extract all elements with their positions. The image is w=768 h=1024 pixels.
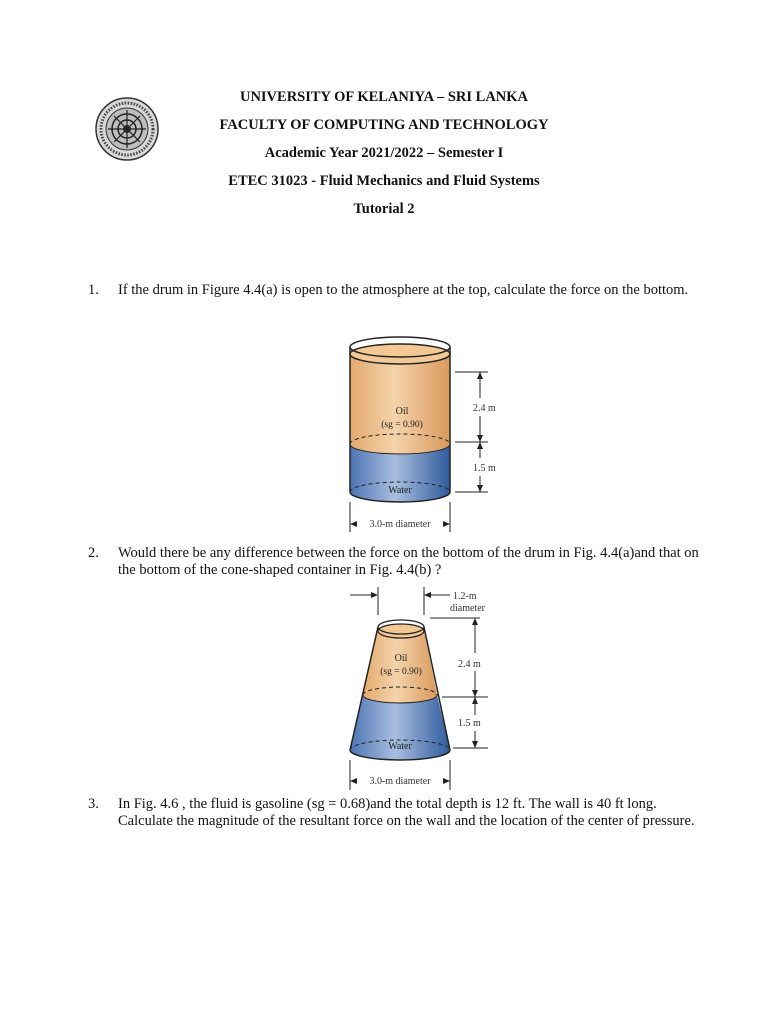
fig-a-oil-height: 2.4 m — [473, 403, 496, 414]
academic-year: Academic Year 2021/2022 – Semester I — [264, 145, 504, 161]
fig-b-oil-label: Oil — [394, 653, 408, 664]
fig-a-sg-label: (sg = 0.90) — [381, 420, 423, 430]
fig-b-sg-label: (sg = 0.90) — [380, 667, 422, 677]
fig-b-water-label: Water — [388, 741, 412, 752]
fig-b-top-diameter-line1: 1.2-m — [453, 591, 477, 602]
tutorial-title: Tutorial 2 — [353, 201, 415, 217]
fig-a-oil-label: Oil — [395, 406, 409, 417]
figure-4-4a-drum — [340, 332, 500, 538]
faculty-title: FACULTY OF COMPUTING AND TECHNOLOGY — [219, 117, 549, 133]
question-2-number: 2. — [88, 545, 99, 561]
fig-a-water-label: Water — [388, 485, 412, 496]
fig-b-oil-height: 2.4 m — [458, 659, 481, 670]
question-3-text: In Fig. 4.6 , the fluid is gasoline (sg = 0.68)and the total depth is 12 ft. The wall is 40 ft long. Calculate the magnitude of the resultant force on the wall and the location of the center of pressure. — [118, 796, 695, 829]
question-2-text: Would there be any difference between the force on the bottom of the drum in Fig. 4.4(a)and that on the bottom of the cone-shaped container in Fig. 4.4(b) ? — [118, 545, 699, 578]
figure-4-4b-cone-container — [340, 585, 510, 795]
question-3-number: 3. — [88, 796, 99, 812]
question-1-number: 1. — [88, 282, 99, 298]
fig-b-diameter: 3.0-m diameter — [369, 776, 431, 787]
fig-b-top-diameter-line2: diameter — [450, 603, 485, 614]
university-title: UNIVERSITY OF KELANIYA – SRI LANKA — [239, 89, 529, 105]
fig-a-water-height: 1.5 m — [473, 463, 496, 474]
fig-a-diameter: 3.0-m diameter — [369, 519, 431, 530]
question-1-text: If the drum in Figure 4.4(a) is open to the atmosphere at the top, calculate the force on the bottom. — [118, 282, 689, 298]
course-title: ETEC 31023 - Fluid Mechanics and Fluid Systems — [228, 173, 540, 189]
fig-b-water-height: 1.5 m — [458, 718, 481, 729]
